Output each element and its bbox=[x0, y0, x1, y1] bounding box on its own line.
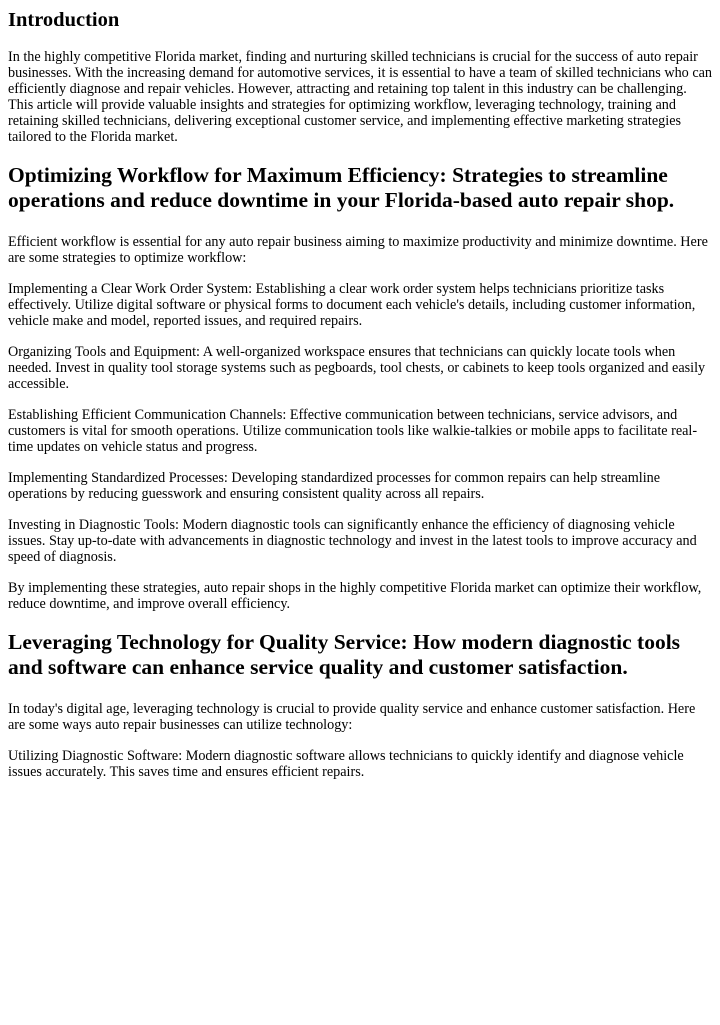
workflow-paragraph-conclusion: By implementing these strategies, auto repair shops in the highly competitive Florida market can optimize their workflow, reduce downtime, and improve overall efficiency. bbox=[8, 580, 702, 612]
article bbox=[0, 8, 720, 780]
workflow-paragraph-intro: Efficient workflow is essential for any auto repair business aiming to maximize productivity and minimize downtime. Here are some strategies to optimize workflow: bbox=[8, 234, 708, 266]
workflow-heading: Optimizing Workflow for Maximum Efficiency: Strategies to streamline operations and reduce downtime in your Florida-based auto repair shop. bbox=[8, 163, 675, 212]
technology-paragraph-software: Utilizing Diagnostic Software: Modern diagnostic software allows technicians to quickly identify and diagnose vehicle issues accurately. This saves time and ensures efficient repairs. bbox=[8, 748, 684, 780]
workflow-paragraph-work-order: Implementing a Clear Work Order System: Establishing a clear work order system helps technicians prioritize tasks effectively. Utilize digital software or physical forms to document each vehicle's details, including customer information, vehicle make and model, reported issues, and required repairs. bbox=[8, 281, 696, 329]
introduction-paragraph: In the highly competitive Florida market, finding and nurturing skilled technicians is crucial for the success of auto repair businesses. With the increasing demand for automotive services, it is essential to have a team of skilled technicians who can efficiently diagnose and repair vehicles. However, attracting and retaining top talent in this industry can be challenging. This article will provide valuable insights and strategies for optimizing workflow, leveraging technology, training and retaining skilled technicians, delivering exceptional customer service, and implementing effective marketing strategies tailored to the Florida market. bbox=[8, 49, 713, 145]
workflow-paragraph-processes: Implementing Standardized Processes: Developing standardized processes for common repairs can help streamline operations by reducing guesswork and ensuring consistent quality across all repairs. bbox=[8, 470, 661, 502]
workflow-paragraph-tools: Organizing Tools and Equipment: A well-organized workspace ensures that technicians can quickly locate tools when needed. Invest in quality tool storage systems such as pegboards, tool chests, or cabinets to keep tools organized and easily accessible. bbox=[8, 344, 706, 392]
technology-heading: Leveraging Technology for Quality Service: How modern diagnostic tools and software can enhance service quality and customer satisfaction. bbox=[8, 630, 681, 679]
technology-paragraph-intro: In today's digital age, leveraging technology is crucial to provide quality service and enhance customer satisfaction. Here are some ways auto repair businesses can utilize technology: bbox=[8, 701, 696, 733]
introduction-heading: Introduction bbox=[8, 9, 120, 31]
workflow-paragraph-communication: Establishing Efficient Communication Channels: Effective communication between technicians, service advisors, and customers is vital for smooth operations. Utilize communication tools like walkie-talkies or mobile apps to facilitate real-time updates on vehicle status and progress. bbox=[8, 407, 698, 455]
workflow-paragraph-diagnostics: Investing in Diagnostic Tools: Modern diagnostic tools can significantly enhance the efficiency of diagnosing vehicle issues. Stay up-to-date with advancements in diagnostic technology and invest in the latest tools to improve accuracy and speed of diagnosis. bbox=[8, 517, 697, 565]
